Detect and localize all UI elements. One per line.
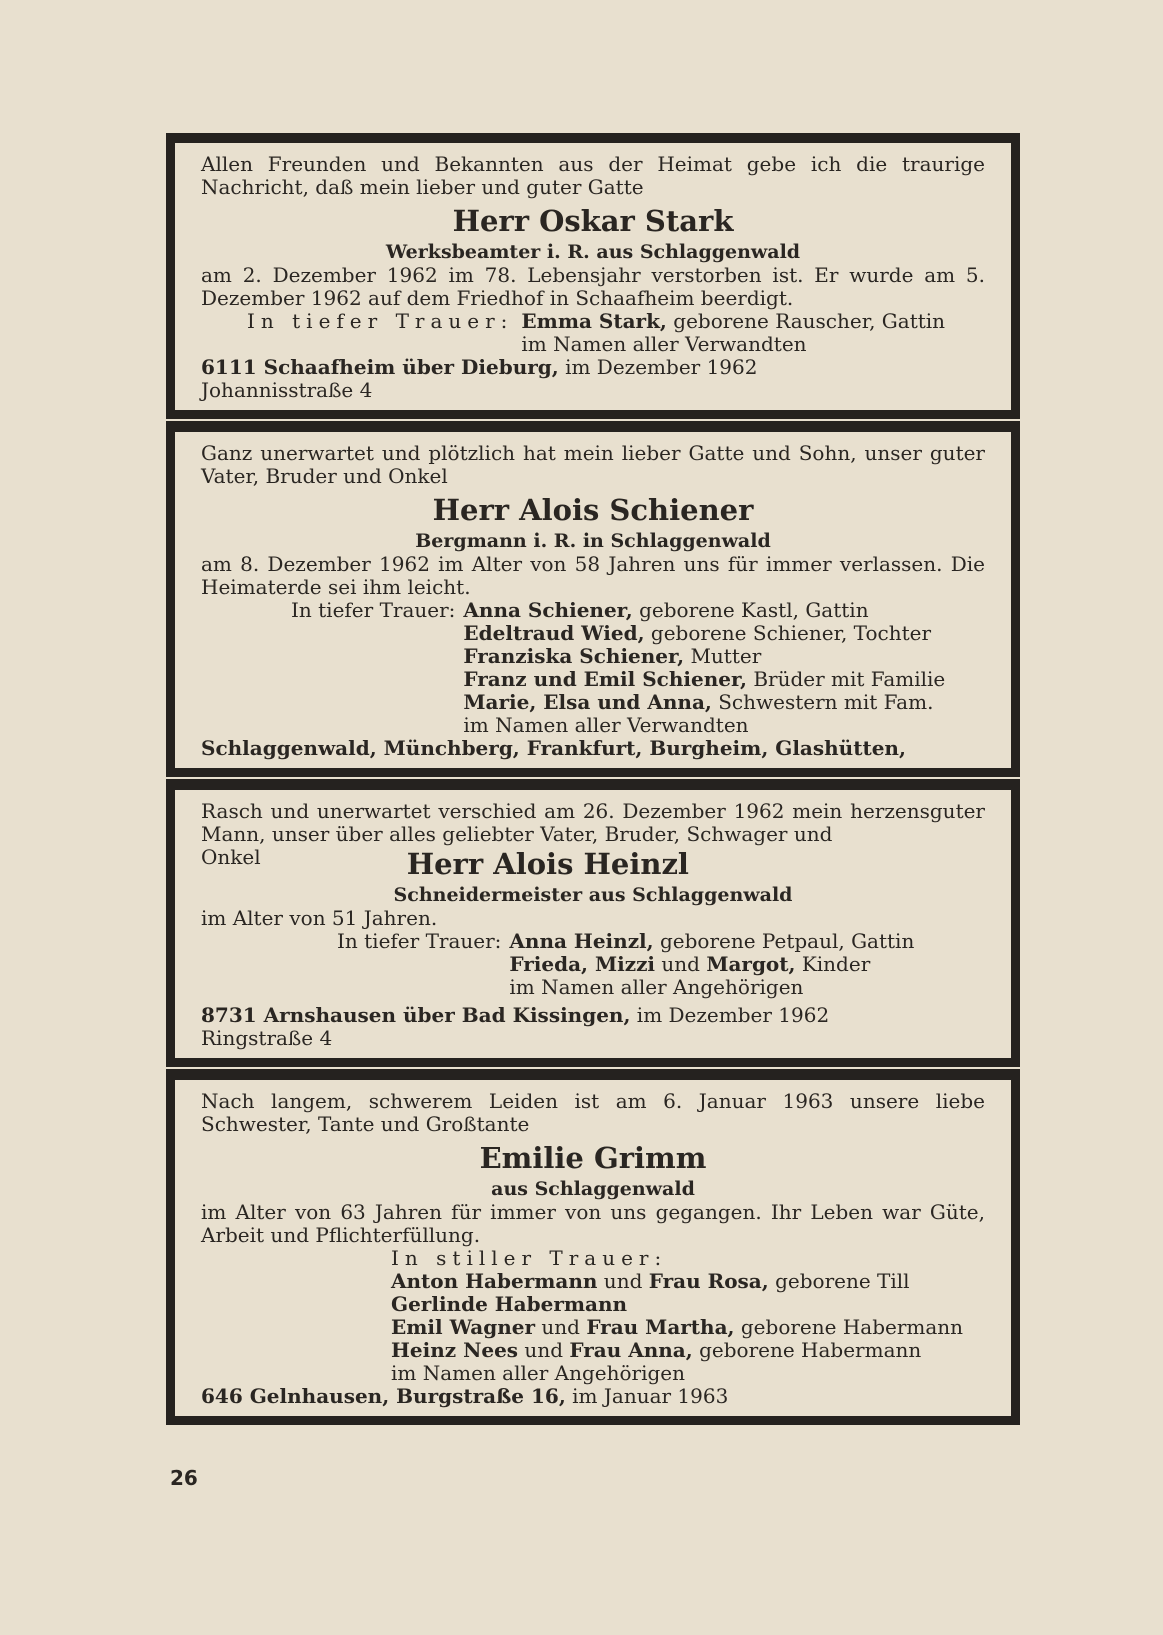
deceased-name: Herr Alois Heinzl — [406, 847, 689, 881]
mourner-line — [391, 1293, 985, 1316]
place-name: 6111 Schaafheim über Dieburg, — [201, 355, 559, 379]
notice-intro: Rasch und unerwartet verschied am 26. Dezember 1962 mein herzensguter Mann, unser über alles geliebter Vater, Bruder, Schwager und — [201, 799, 985, 846]
mourner-line — [463, 691, 945, 714]
obituary-notice — [166, 421, 1020, 777]
mourner-detail: Mutter — [684, 644, 762, 668]
mourner-detail: Kinder — [795, 952, 871, 976]
deceased-title: Bergmann i. R. in Schlaggenwald — [415, 530, 771, 552]
notice-text: im Alter von 63 Jahren für immer von uns gegangen. Ihr Leben war Güte, Arbeit und Pflichterfüllung. — [201, 1200, 985, 1247]
mourner-name: Edeltraud Wied, — [463, 621, 645, 645]
mourner-detail: geborene Rauscher, Gattin — [666, 309, 946, 333]
mourner-name: Anton Habermann — [391, 1269, 598, 1293]
notice-intro: Ganz unerwartet und plötzlich hat mein lieber Gatte und Sohn, unser guter Vater, Bruder und Onkel — [201, 441, 985, 488]
mourner-detail: und — [655, 952, 707, 976]
mourner-name: Franz und Emil Schiener, — [463, 667, 747, 691]
place-date: im Dezember 1962 — [558, 355, 758, 379]
mourner-name: Frau Rosa, — [648, 1269, 769, 1293]
mourner-detail: geborene Habermann — [734, 1315, 964, 1339]
mourner-name: Franziska Schiener, — [463, 644, 685, 668]
mourner-detail: geborene Kastl, Gattin — [632, 598, 869, 622]
mourning-label: In stiller Trauer: — [391, 1246, 668, 1270]
mourner-name: Anna Schiener, — [463, 598, 633, 622]
obituary-notice — [166, 1069, 1020, 1425]
mourner-detail: im Namen aller Angehörigen — [391, 1361, 686, 1385]
mourners-list — [391, 1270, 985, 1385]
mourner-line — [463, 668, 945, 691]
deceased-name: Herr Alois Schiener — [432, 493, 754, 527]
mourner-line — [463, 714, 945, 737]
mourner-name: Frau Anna, — [569, 1338, 693, 1362]
mourner-detail: und — [535, 1315, 587, 1339]
mourner-line — [391, 1362, 985, 1385]
mourners-list — [521, 310, 945, 356]
mourner-detail: geborene Habermann — [692, 1338, 922, 1362]
place-name: 8731 Arnshausen über Bad Kissingen, — [201, 1003, 631, 1027]
mourner-detail: Schwestern mit Fam. — [711, 690, 934, 714]
mourner-name: Frieda, Mizzi — [509, 952, 656, 976]
mourner-line — [521, 333, 945, 356]
mourner-line — [509, 930, 914, 953]
mourner-name: Frau Martha, — [586, 1315, 735, 1339]
mourner-detail: geborene Petpaul, Gattin — [653, 929, 915, 953]
mourners-block — [201, 599, 985, 737]
name-row — [201, 846, 985, 883]
notice-intro: Nach langem, schwerem Leiden ist am 6. Januar 1963 unsere liebe Schwester, Tante und Großtante — [201, 1089, 985, 1136]
mourner-name: Emil Wagner — [391, 1315, 536, 1339]
notice-intro: Allen Freunden und Bekannten aus der Heimat gebe ich die traurige Nachricht, daß mein lieber und guter Gatte — [201, 152, 985, 199]
mourner-name: Anna Heinzl, — [509, 929, 654, 953]
deceased-title: aus Schlaggenwald — [491, 1178, 695, 1200]
notice-text: am 8. Dezember 1962 im Alter von 58 Jahren uns für immer verlassen. Die Heimaterde sei ihm leicht. — [201, 552, 985, 599]
obituary-notices — [166, 133, 1020, 1427]
mourner-line — [391, 1339, 985, 1362]
mourner-line — [463, 645, 945, 668]
mourners-block — [201, 930, 985, 999]
notice-intro-tail: Onkel — [201, 845, 261, 869]
mourner-name: Gerlinde Habermann — [391, 1292, 628, 1316]
mourning-label: In tiefer Trauer: — [337, 929, 502, 953]
mourning-label: In tiefer Trauer: — [291, 598, 456, 622]
notice-place — [201, 1004, 985, 1027]
notice-text: im Alter von 51 Jahren. — [201, 906, 438, 930]
mourner-detail: und — [518, 1338, 570, 1362]
mourners-block — [201, 310, 985, 356]
notice-text: am 2. Dezember 1962 im 78. Lebensjahr verstorben ist. Er wurde am 5. Dezember 1962 auf dem Friedhof in Schaafheim beerdigt. — [201, 263, 985, 310]
notice-place — [201, 356, 985, 379]
mourner-line — [521, 310, 945, 333]
mourner-detail: im Namen aller Verwandten — [521, 332, 807, 356]
mourners-list — [509, 930, 914, 999]
notice-place — [201, 737, 985, 760]
mourner-name: Heinz Nees — [391, 1338, 519, 1362]
place-name: 646 Gelnhausen, Burgstraße 16, — [201, 1384, 566, 1408]
mourner-line — [509, 953, 914, 976]
place-date: im Dezember 1962 — [630, 1003, 830, 1027]
mourning-label: In tiefer Trauer: — [247, 309, 514, 333]
mourner-line — [391, 1270, 985, 1293]
mourner-name: Emma Stark, — [521, 309, 667, 333]
mourner-detail: geborene Schiener, Tochter — [644, 621, 932, 645]
place-name: Schlaggenwald, Münchberg, Frankfurt, Burgheim, Glashütten, — [201, 736, 906, 760]
mourner-name: Marie, Elsa und Anna, — [463, 690, 712, 714]
deceased-title: Schneidermeister aus Schlaggenwald — [393, 884, 793, 906]
deceased-name: Herr Oskar Stark — [452, 204, 734, 238]
mourner-line — [509, 976, 914, 999]
obituary-notice — [166, 133, 1020, 419]
page-number: 26 — [170, 1466, 198, 1490]
mourner-detail: geborene Till — [768, 1269, 910, 1293]
obituary-notice — [166, 779, 1020, 1067]
mourner-detail: im Namen aller Angehörigen — [509, 975, 804, 999]
deceased-name: Emilie Grimm — [479, 1141, 707, 1175]
mourners-block — [201, 1247, 985, 1385]
mourner-name: Margot, — [706, 952, 796, 976]
deceased-title: Werksbeamter i. R. aus Schlaggenwald — [385, 241, 801, 263]
mourner-line — [463, 622, 945, 645]
mourner-detail: und — [597, 1269, 649, 1293]
notice-street: Ringstraße 4 — [201, 1026, 333, 1050]
mourners-list — [463, 599, 945, 737]
mourner-line — [391, 1316, 985, 1339]
notice-place — [201, 1385, 985, 1408]
place-date: im Januar 1963 — [565, 1384, 729, 1408]
notice-street: Johannisstraße 4 — [201, 378, 373, 402]
mourner-line — [463, 599, 945, 622]
mourner-detail: Brüder mit Familie — [747, 667, 946, 691]
mourner-detail: im Namen aller Verwandten — [463, 713, 749, 737]
